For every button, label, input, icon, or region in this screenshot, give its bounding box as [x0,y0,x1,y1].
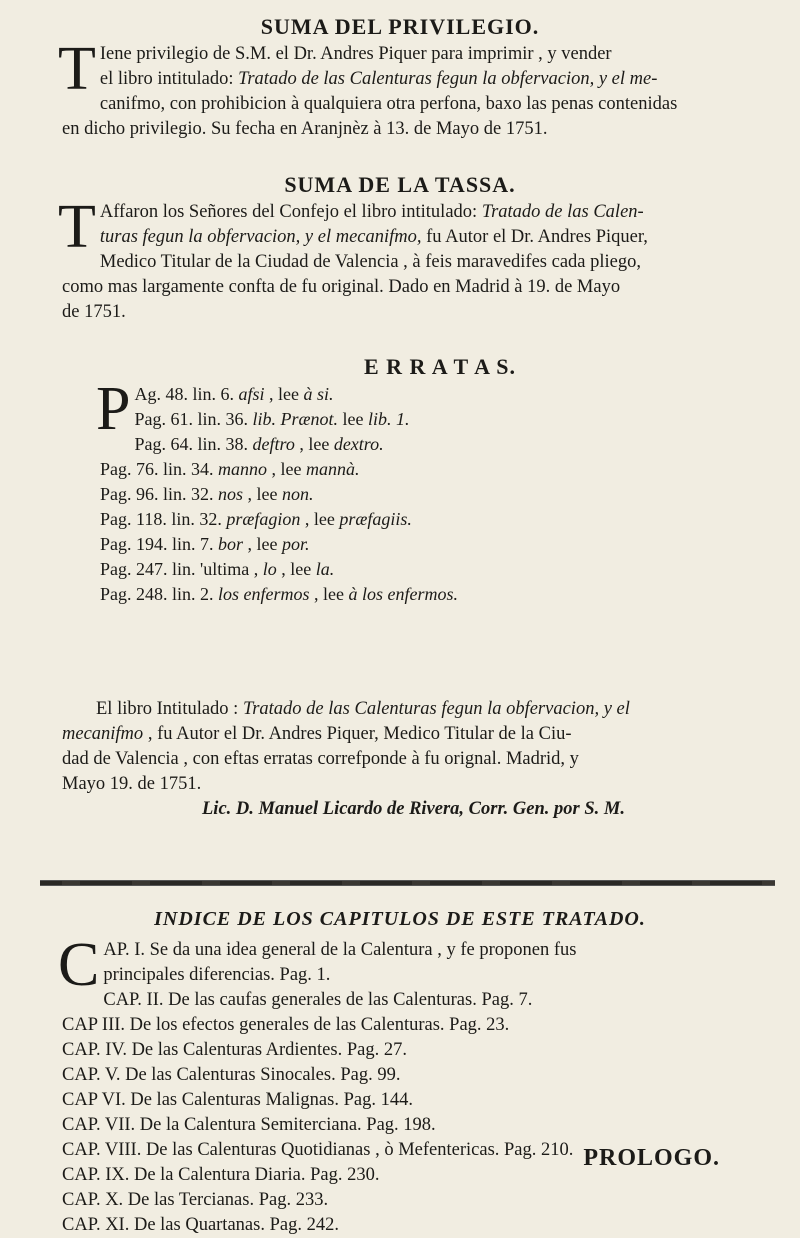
errata-row: Pag. 248. lin. 2. los enfermos , lee à los enfermos. [100,584,458,604]
index-entry: CAP. II. De las caufas generales de las Calenturas. Pag. 7. [103,990,533,1010]
index-entry: CAP. IX. De la Calentura Diaria. Pag. 230. [62,1165,380,1185]
index-entry: CAP VI. De las Calenturas Malignas. Pag. 144. [62,1090,413,1110]
errata-row: Pag. 64. lin. 38. deftro , lee dextro. [134,434,384,454]
tassa-paragraph [58,193,762,325]
privilegio-line-4: en dicho privilegio. Su fecha en Aranjnèz à 13. de Mayo de 1751. [62,119,548,139]
index-entry: CAP. VIII. De las Calenturas Quotidianas , ò Mefentericas. Pag. 210. [62,1140,574,1160]
index-entry: CAP. VII. De la Calentura Semiterciana. Pag. 198. [62,1115,436,1135]
errata-row: Pag. 61. lin. 36. lib. Prænot. lee lib. 1. [134,409,410,429]
tassa-line-1: Affaron los Señores del Confejo el libro intitulado: Tratado de las Calen- [99,202,644,222]
errata-list [96,375,660,607]
dropcap-c: C [58,931,100,999]
signature: Lic. D. Manuel Licardo de Rivera, Corr. Gen. por S. M. [202,799,625,819]
tassa-line-5: de 1751. [62,302,126,322]
privilegio-heading: SUMA DEL PRIVILEGIO. [260,14,540,39]
cert-line-2: mecanifmo , fu Autor el Dr. Andres Piquer, Medico Titular de la Ciu- [62,724,572,744]
index-list [58,931,762,1238]
privilegio-line-3: canifmo, con prohibicion à qualquiera otra perfona, baxo las penas contenidas [99,94,678,114]
errata-row: Pag. 118. lin. 32. præfagion , lee præfagiis. [100,509,412,529]
index-entry: CAP. V. De las Calenturas Sinocales. Pag. 99. [62,1065,401,1085]
index-entry-1b: principales diferencias. Pag. 1. [103,965,331,985]
catchword: PROLOGO. [583,1145,720,1171]
decorative-rule [40,880,775,886]
privilegio-line-1: Iene privilegio de S.M. el Dr. Andres Piquer para imprimir , y vender [99,44,612,64]
privilegio-paragraph [58,35,762,142]
errata-row: Pag. 194. lin. 7. bor , lee por. [100,534,310,554]
errata-row: Pag. 247. lin. 'ultima , lo , lee la. [100,559,335,579]
index-entry: CAP. XI. De las Quartanas. Pag. 242. [62,1215,339,1235]
index-entry: CAP. X. De las Tercianas. Pag. 233. [62,1190,329,1210]
tassa-line-2: turas fegun la obfervacion, y el mecanifmo, fu Autor el Dr. Andres Piquer, [99,227,648,247]
index-entry: CAP. IV. De las Calenturas Ardientes. Pag. 27. [62,1040,407,1060]
errata-row: Pag. 76. lin. 34. manno , lee mannà. [100,459,360,479]
index-title: INDICE DE LOS CAPITULOS DE ESTE TRATADO. [154,908,646,930]
dropcap-t: T [58,35,96,103]
privilegio-line-2: el libro intitulado: Tratado de las Calenturas fegun la obfervacion, y el me- [99,69,658,89]
cert-line-4: Mayo 19. de 1751. [62,774,202,794]
dropcap-p: P [96,375,131,443]
index-entry: CAP III. De los efectos generales de las Calenturas. Pag. 23. [62,1015,510,1035]
dropcap-t-2: T [58,193,96,261]
errata-row: Pag. 96. lin. 32. nos , lee non. [100,484,314,504]
errata-row: Ag. 48. lin. 6. afsi , lee à si. [134,384,334,404]
tassa-heading: SUMA DE LA TASSA. [284,172,516,197]
tassa-line-3: Medico Titular de la Ciudad de Valencia , à feis maravedifes cada pliego, [99,252,641,272]
cert-line-3: dad de Valencia , con eftas erratas correfponde à fu orignal. Madrid, y [62,749,579,769]
tassa-line-4: como mas largamente confta de fu original. Dado en Madrid à 19. de Mayo [62,277,621,297]
erratas-heading: E R R A T A S. [364,354,516,379]
certificacion-paragraph [62,697,762,822]
book-title: Tratado de las Calenturas fegun la obfervacion, y el me- [238,69,658,89]
index-entry-1a: AP. I. Se da una idea general de la Calentura , y fe proponen fus [103,940,577,960]
cert-line-1: El libro Intitulado : Tratado de las Calenturas fegun la obfervacion, y el [96,699,630,719]
